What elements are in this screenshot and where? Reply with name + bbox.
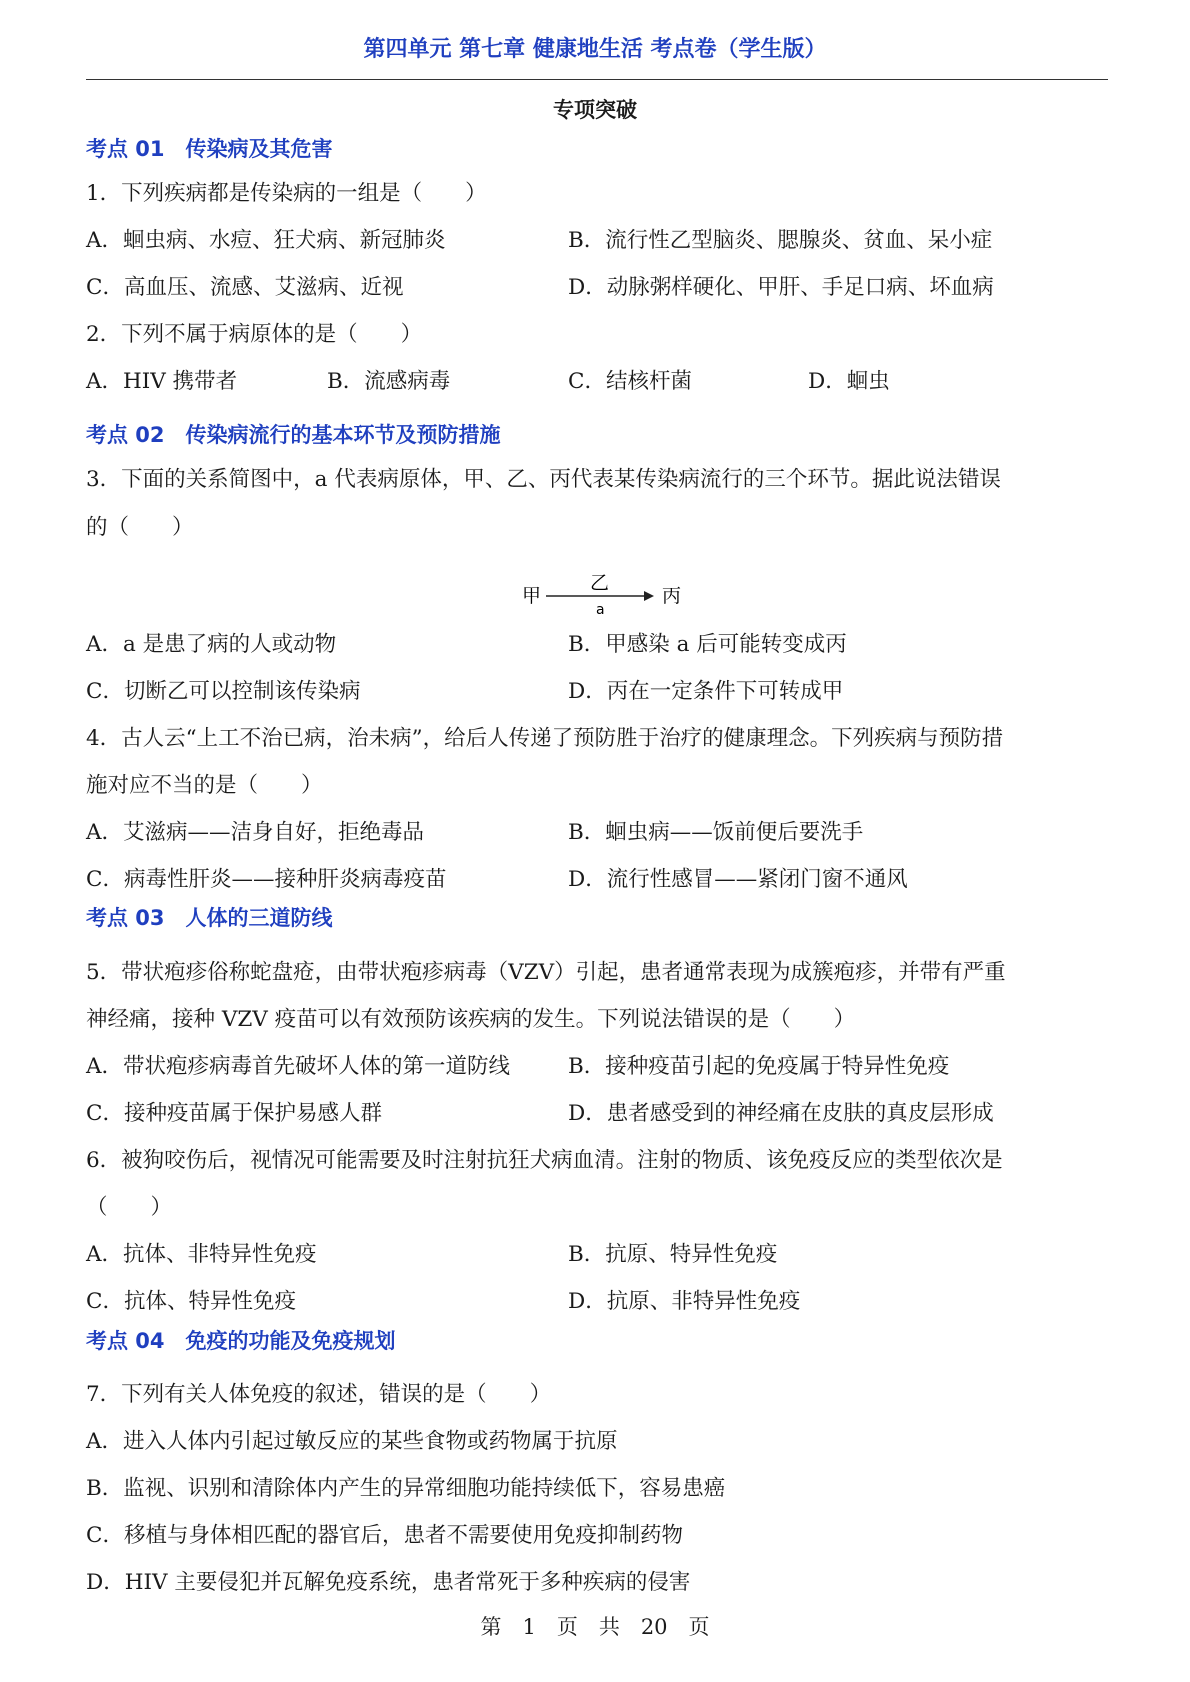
question-4-stem-line-2: 施对应不当的是（ ）: [86, 773, 323, 798]
q3-option-d: D．丙在一定条件下可转成甲: [568, 679, 844, 704]
q5-option-a: A．带状疱疹病毒首先破坏人体的第一道防线: [86, 1054, 511, 1079]
q6-option-a: A．抗体、非特异性免疫: [86, 1242, 317, 1267]
question-2-stem: 2．下列不属于病原体的是（ ）: [86, 322, 423, 347]
section-heading-02: 考点 02 传染病流行的基本环节及预防措施: [86, 423, 501, 447]
q4-option-d: D．流行性感冒——紧闭门窗不通风: [568, 867, 908, 892]
q2-option-c: C．结核杆菌: [568, 369, 692, 394]
q5-option-b: B．接种疫苗引起的免疫属于特异性免疫: [568, 1054, 950, 1079]
page-header-title: 第四单元 第七章 健康地生活 考点卷（学生版）: [363, 37, 827, 62]
question-1-stem: 1．下列疾病都是传染病的一组是（ ）: [86, 181, 487, 206]
question-5-stem-line-1: 5．带状疱疹俗称蛇盘疮，由带状疱疹病毒（VZV）引起，患者通常表现为成簇疱疹，并带有严重: [86, 960, 1006, 985]
section-heading-04: 考点 04 免疫的功能及免疫规划: [86, 1329, 396, 1353]
q2-option-a: A．HIV 携带者: [86, 369, 238, 394]
diagram-label-top: 乙: [590, 572, 610, 594]
q4-option-a: A．艾滋病——洁身自好，拒绝毒品: [86, 820, 425, 845]
q3-option-c: C．切断乙可以控制该传染病: [86, 679, 361, 704]
q4-option-c: C．病毒性肝炎——接种肝炎病毒疫苗: [86, 867, 447, 892]
q1-option-b: B．流行性乙型脑炎、腮腺炎、贫血、呆小症: [568, 228, 993, 253]
question-6-stem-line-1: 6．被狗咬伤后，视情况可能需要及时注射抗狂犬病血清。注射的物质、该免疫反应的类型依次是: [86, 1148, 1003, 1173]
q5-option-c: C．接种疫苗属于保护易感人群: [86, 1101, 382, 1126]
question-3-stem-line-1: 3．下面的关系简图中，a 代表病原体，甲、乙、丙代表某传染病流行的三个环节。据此说法错误: [86, 467, 1001, 492]
arrow-head-icon: [644, 591, 654, 601]
q6-option-c: C．抗体、特异性免疫: [86, 1289, 296, 1314]
q6-option-d: D．抗原、非特异性免疫: [568, 1289, 801, 1314]
q7-option-a: A．进入人体内引起过敏反应的某些食物或药物属于抗原: [86, 1429, 618, 1454]
q3-option-a: A．a 是患了病的人或动物: [86, 632, 337, 657]
q2-option-d: D．蛔虫: [808, 369, 890, 394]
q1-option-d: D．动脉粥样硬化、甲肝、手足口病、坏血病: [568, 275, 994, 300]
header-divider: [86, 79, 1108, 80]
q2-option-b: B．流感病毒: [327, 369, 451, 394]
transmission-diagram: [520, 572, 690, 616]
question-5-stem-line-2: 神经痛，接种 VZV 疫苗可以有效预防该疾病的发生。下列说法错误的是（ ）: [86, 1007, 856, 1032]
q7-option-c: C．移植与身体相匹配的器官后，患者不需要使用免疫抑制药物: [86, 1523, 683, 1548]
diagram-label-bottom: a: [596, 602, 605, 616]
question-7-stem: 7．下列有关人体免疫的叙述，错误的是（ ）: [86, 1382, 552, 1407]
question-3-stem-line-2: 的（ ）: [86, 515, 194, 540]
page-footer-number: 第 1 页 共 20 页: [480, 1615, 710, 1639]
section-heading-03: 考点 03 人体的三道防线: [86, 906, 333, 930]
q4-option-b: B．蛔虫病——饭前便后要洗手: [568, 820, 864, 845]
q1-option-a: A．蛔虫病、水痘、狂犬病、新冠肺炎: [86, 228, 446, 253]
section-subtitle: 专项突破: [553, 98, 637, 122]
q1-option-c: C．高血压、流感、艾滋病、近视: [86, 275, 404, 300]
q7-option-b: B．监视、识别和清除体内产生的异常细胞功能持续低下，容易患癌: [86, 1476, 726, 1501]
q6-option-b: B．抗原、特异性免疫: [568, 1242, 778, 1267]
q3-option-b: B．甲感染 a 后可能转变成丙: [568, 632, 847, 657]
question-6-stem-line-2: （ ）: [86, 1195, 173, 1220]
diagram-label-right: 丙: [662, 585, 682, 607]
q5-option-d: D．患者感受到的神经痛在皮肤的真皮层形成: [568, 1101, 994, 1126]
q7-option-d: D．HIV 主要侵犯并瓦解免疫系统，患者常死于多种疾病的侵害: [86, 1570, 691, 1595]
diagram-label-left: 甲: [522, 585, 542, 607]
section-heading-01: 考点 01 传染病及其危害: [86, 137, 333, 161]
question-4-stem-line-1: 4．古人云“上工不治已病，治未病”，给后人传递了预防胜于治疗的健康理念。下列疾病与预防措: [86, 726, 1004, 751]
